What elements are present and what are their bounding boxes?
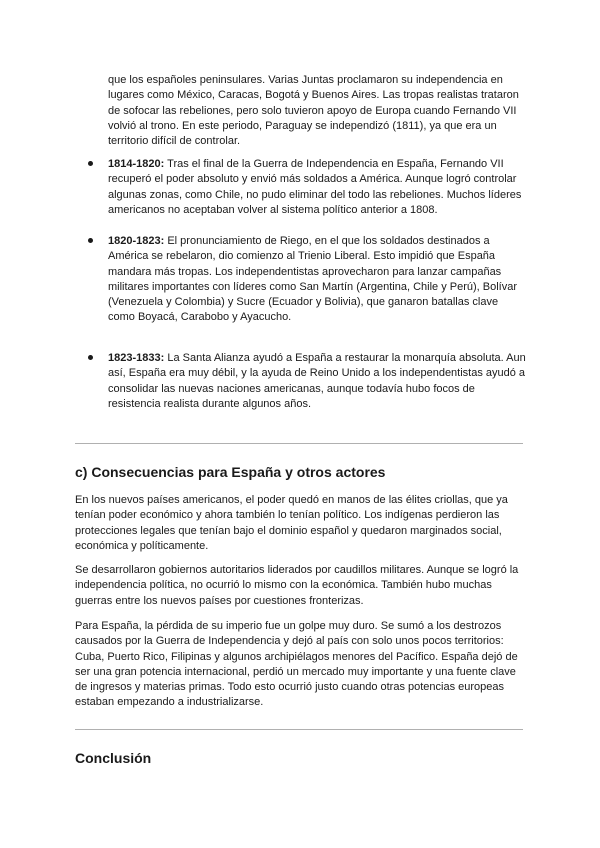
period-label: 1814-1820: — [108, 158, 165, 170]
bullet-icon — [88, 355, 93, 360]
body-paragraph: Se desarrollaron gobiernos autoritarios liderados por caudillos militares. Aunque se logró la independencia política, no ocurrió lo mismo con la económica. También hubo muchas guerras entre los nuevos países por cuestiones fronterizas. — [75, 564, 519, 607]
period-text: Tras el final de la Guerra de Independencia en España, Fernando VII recuperó el poder absoluto y envió más soldados a América. Aunque logró controlar algunas zonas, como Chile, no pudo eliminar del todo las rebeliones. Muchos líderes americanos no aceptaban volver al sistema político anterior a 1808. — [108, 158, 522, 216]
section-divider — [75, 729, 523, 730]
period-text: El pronunciamiento de Riego, en el que los soldados destinados a América se rebelaron, dio comienzo al Trienio Liberal. Esto impidió que España mandara más tropas. Los independentistas aprovecharon para lanzar campañas militares importantes con líderes como San Martín (Argentina, Chile y Perú), Bolívar (Venezuela y Colombia) y Sucre (Ecuador y Bolivia), que ganaron batallas clave como Boyacá, Carabobo y Ayacucho. — [108, 235, 517, 324]
period-label: 1823-1833: — [108, 352, 165, 364]
bullet-icon — [88, 238, 93, 243]
continuation-paragraph: que los españoles peninsulares. Varias Juntas proclamaron su independencia en lugares como México, Caracas, Bogotá y Buenos Aires. Las tropas realistas trataron de sofocar las rebeliones, pero solo tuvieron apoyo de Europa cuando Fernando VII volvió al trono. En este periodo, Paraguay se independizó (1811), ya que era un territorio difícil de controlar. — [108, 74, 519, 148]
period-label: 1820-1823: — [108, 235, 165, 247]
section-c-heading: c) Consecuencias para España y otros actores — [75, 464, 386, 480]
section-divider — [75, 443, 523, 444]
conclusion-heading: Conclusión — [75, 750, 152, 766]
period-text: La Santa Alianza ayudó a España a restaurar la monarquía absoluta. Aun así, España era muy débil, y la ayuda de Reino Unido a los independentistas ayudó a consolidar las nuevas naciones americanas, aunque todavía hubo focos de resistencia realista durante algunos años. — [108, 352, 526, 410]
body-paragraph: En los nuevos países americanos, el poder quedó en manos de las élites criollas, que ya tenían poder económico y ahora también lo tenían político. Los indígenas perdieron las protecciones legales que tenían bajo el dominio español y quedaron marginados social, económica y políticamente. — [75, 494, 508, 552]
bullet-icon — [88, 161, 93, 166]
body-paragraph: Para España, la pérdida de su imperio fue un golpe muy duro. Se sumó a los destrozos causados por la Guerra de Independencia y dejó al país con solo unos pocos territorios: Cuba, Puerto Rico, Filipinas y algunos archipiélagos menores del Pacífico. España dejó de ser una gran potencia internacional, perdió un mercado muy importante y una fuente clave de ingresos y materias primas. Todo esto ocurrió justo cuando otras potencias europeas estaban empezando a industrializarse. — [75, 620, 518, 709]
